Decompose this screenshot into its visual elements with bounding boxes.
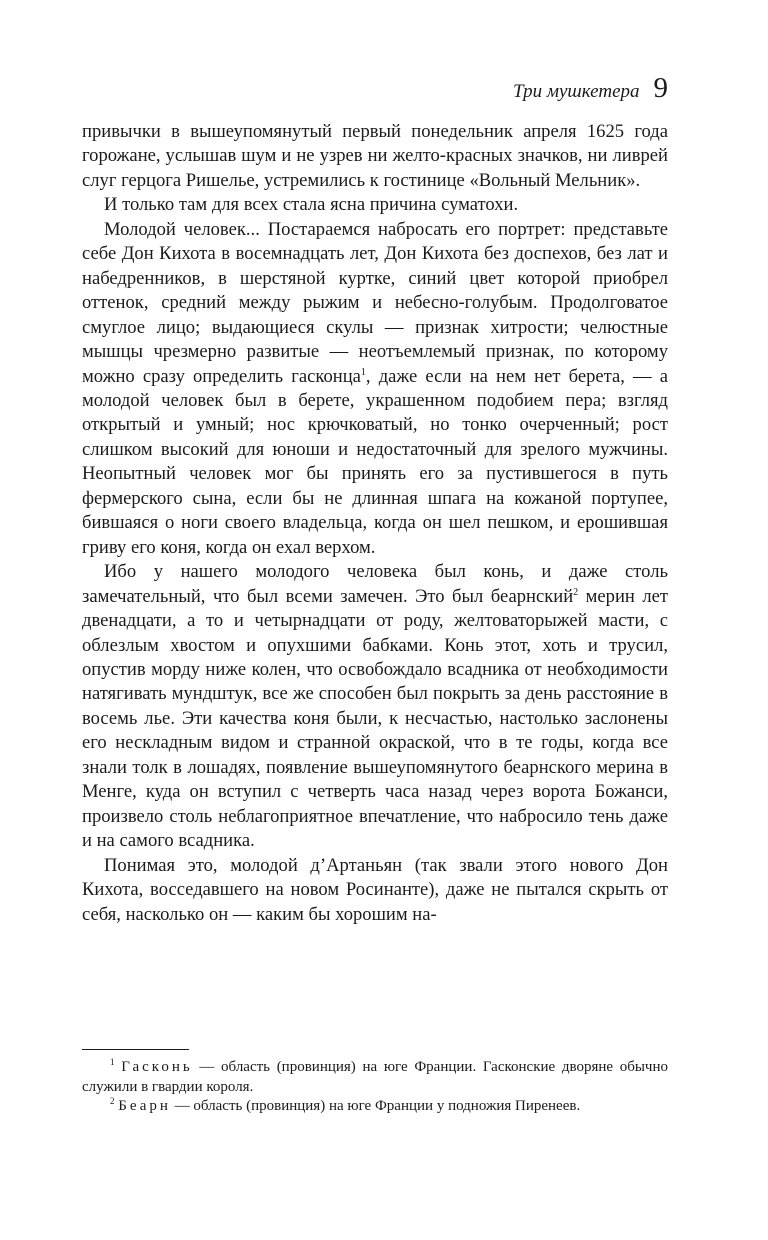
footnote-1-term: Гасконь <box>121 1059 193 1075</box>
paragraph-2: И только там для всех стала ясна причина суматохи. <box>104 194 519 216</box>
paragraph-4-part-a: Ибо у нашего молодого человека был конь, и даже столь замечательный, что был всеми замечен. Это был беарнский <box>82 561 668 607</box>
footnote-divider <box>82 1049 189 1050</box>
footnote-1 <box>82 1058 668 1097</box>
footnote-2-text: — область (провинция) на юге Франции у подножия Пиренеев. <box>170 1098 581 1114</box>
footnote-2-term: Беарн <box>118 1098 171 1114</box>
paragraph-3 <box>82 218 668 560</box>
paragraph-4-part-b: мерин лет двенадцати, а то и четырнадцати от роду, желтоватоpыжей масти, с облезлым хвостом и опухшими бабками. Конь этот, хоть и трусил, опустив морду ниже колен, что освобождало всадника от необходимости натягивать мундштук, все же способен был покрыть за день расстояние в восемь лье. Эти качества коня были, к несчастью, настолько заслонены его нескладным видом и странной окраской, что в те годы, когда все знали толк в лошадях, появление вышеупомянутого беарнского мерина в Менге, куда он вступил с четверть часа назад через ворота Божанси, произвело столь неблагоприятное впечатление, что набросило тень даже и на самого всадника. <box>82 585 668 852</box>
paragraph-3-part-a: Молодой человек... Постараемся набросать его портрет: представьте себе Дон Кихота в восемнадцать лет, Дон Кихота без доспехов, без лат и набедренников, в шерстяной куртке, синий цвет которой приобрел оттенок, средний между рыжим и небесно-голубым. Продолговатое смуглое лицо; выдающиеся скулы — признак хитрости; челюстные мышцы чрезмерно развитые — неотъемлемый признак, по которому можно сразу определить гасконца <box>82 218 668 387</box>
page-number: 9 <box>653 72 668 104</box>
running-header <box>513 72 668 105</box>
paragraph-5: Понимая это, молодой д’Артаньян (так звали этого нового Дон Кихота, восседавшего на новом Росинанте), даже не пытался скрыть от себя, насколько он — каким бы хорошим на- <box>82 854 668 925</box>
paragraph-1: привычки в вышеупомянутый первый понедельник апреля 1625 года горожане, услышав шум и не узрев ни желто-красных значков, ни ливрей слуг герцога Ришелье, устремились к гостинице «Вольный Мельник». <box>82 121 668 191</box>
paragraph-4 <box>82 560 668 853</box>
footnotes <box>82 1058 668 1117</box>
footnote-ref-1[interactable]: 1 <box>360 366 366 378</box>
footnote-1-text: — область (провинция) на юге Франции. Гасконские дворяне обычно служили в гвардии короля. <box>82 1059 669 1095</box>
footnote-2 <box>82 1097 668 1117</box>
footnote-2-mark: 2 <box>110 1096 115 1106</box>
paragraph-3-part-b: , даже если на нем нет берета, — а молодой человек был в берете, украшенном подобием пера; взгляд открытый и умный; нос крючковатый, но тонко очерченный; рост слишком высокий для юноши и недостаточный для зрелого мужчины. Неопытный человек мог бы принять его за пустившегося в путь фермерского сына, если бы не длинная шпага на кожаной портупее, бившаяся о ноги своего владельца, когда он шел пешком, и ерошившая гриву его коня, когда он ехал верхом. <box>82 365 668 558</box>
running-title: Три мушкетера <box>513 81 640 102</box>
footnote-1-mark: 1 <box>110 1057 115 1067</box>
main-text <box>82 120 668 927</box>
footnote-ref-2[interactable]: 2 <box>573 586 579 598</box>
